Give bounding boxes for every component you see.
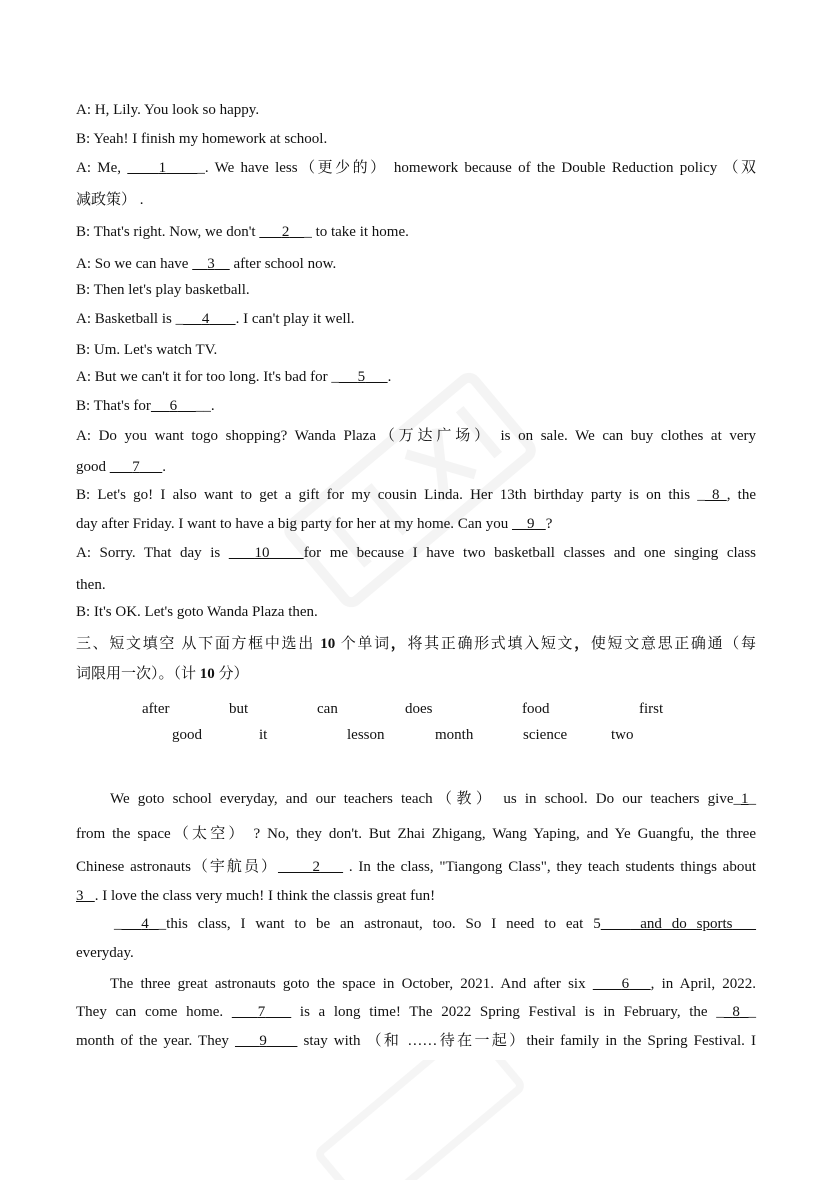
watermark-logo-bottom bbox=[290, 1060, 550, 1180]
word-box-item: can bbox=[317, 701, 338, 717]
word-box-item: lesson bbox=[347, 727, 385, 743]
dialogue-line-8: A: Basketball is _ 4 . I can't play it well. bbox=[76, 311, 355, 327]
dialogue-line-5: B: That's right. Now, we don't 2 _ to take it home. bbox=[76, 224, 409, 240]
dialogue-line-10: A: But we can't it for too long. It's bad for _ 5 . bbox=[76, 369, 392, 385]
dialogue-line-15: day after Friday. I want to have a big party for her at my home. Can you 9 ? bbox=[76, 516, 553, 532]
word-box-item: does bbox=[405, 701, 433, 717]
passage-line-9: month of the year. They 9 stay with （和 ……待在一起）their family in the Spring Festival. I bbox=[76, 1033, 757, 1049]
word-box-item: good bbox=[172, 727, 202, 743]
dialogue-line-2: B: Yeah! I finish my homework at school. bbox=[76, 131, 328, 147]
dialogue-line-6: A: So we can have 3 after school now. bbox=[76, 256, 337, 272]
section3-instructions-line1: 三、短文填空 从下面方框中选出 10 个单词，将其正确形式填入短文，使短文意思正确通（每 bbox=[76, 636, 756, 652]
dialogue-line-4: 减政策） . bbox=[76, 192, 144, 208]
word-box-item: first bbox=[639, 701, 664, 717]
dialogue-line-3: A: Me, 1 _. We have less（更少的） homework because of the Double Reduction policy （双 bbox=[76, 160, 757, 176]
word-box-item: it bbox=[259, 727, 268, 743]
passage-line-7: The three great astronauts goto the space in October, 2021. And after six 6 , in April, 2022. bbox=[110, 976, 757, 992]
word-box-item: science bbox=[523, 727, 568, 743]
passage-line-4: 3 . I love the class very much! I think the classis great fun! bbox=[76, 888, 436, 904]
section3-instructions-line2: 词限用一次）。（计 10 分） bbox=[76, 666, 249, 682]
dialogue-line-1: A: H, Lily. You look so happy. bbox=[76, 102, 260, 118]
dialogue-line-11: B: That's for 6 __. bbox=[76, 398, 215, 414]
passage-line-2: from the space（太空） ? No, they don't. But Zhai Zhigang, Wang Yaping, and Ye Guangfu, the three bbox=[76, 826, 756, 842]
passage-line-8: They can come home. 7 is a long time! The 2022 Spring Festival is in February, the _ 8 _ bbox=[76, 1004, 757, 1020]
word-box-item: two bbox=[611, 727, 634, 743]
dialogue-line-18: B: It's OK. Let's goto Wanda Plaza then. bbox=[76, 604, 318, 620]
dialogue-line-12: A: Do you want togo shopping? Wanda Plaza（万达广场） is on sale. We can buy clothes at very bbox=[76, 428, 756, 444]
dialogue-line-7: B: Then let's play basketball. bbox=[76, 282, 250, 298]
word-box-item: but bbox=[229, 701, 249, 717]
word-box-item: after bbox=[142, 701, 170, 717]
word-box-item: food bbox=[522, 701, 550, 717]
dialogue-line-16: A: Sorry. That day is 10 for me because I have two basketball classes and one singing class bbox=[76, 545, 757, 561]
dialogue-line-9: B: Um. Let's watch TV. bbox=[76, 342, 218, 358]
passage-line-5: _ 4 _this class, I want to be an astronaut, too. So I need to eat 5 and do sports bbox=[114, 916, 733, 932]
passage-line-1: We goto school everyday, and our teachers teach（教） us in school. Do our teachers give_1_ bbox=[110, 791, 756, 807]
dialogue-line-14: B: Let's go! I also want to get a gift for my cousin Linda. Her 13th birthday party is on this _ 8 , the bbox=[76, 487, 757, 503]
dialogue-line-17: then. bbox=[76, 577, 106, 593]
dialogue-line-13: good 7 . bbox=[76, 459, 166, 475]
word-box-item: month bbox=[435, 727, 474, 743]
passage-line-6: everyday. bbox=[76, 945, 134, 961]
passage-line-3: Chinese astronauts（宇航员） 2 . In the class, "Tiangong Class", they teach students things about bbox=[76, 859, 757, 875]
